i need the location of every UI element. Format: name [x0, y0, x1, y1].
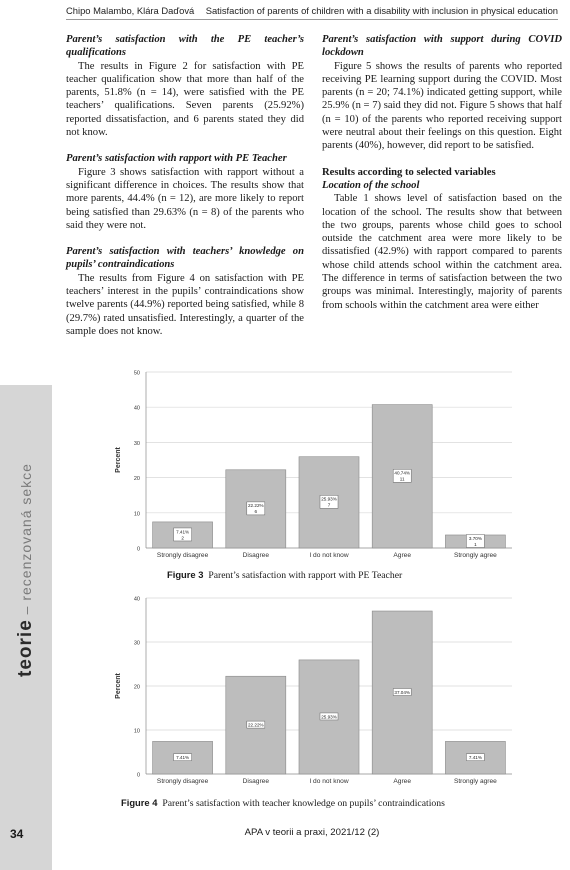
x-tick-label: Agree	[393, 778, 412, 785]
y-axis-label: Percent	[115, 447, 122, 473]
data-label: 7.41%	[176, 529, 190, 535]
sidebar-label	[15, 463, 37, 677]
data-label-count: 1	[474, 541, 477, 547]
paragraph-qualifications: The results in Figure 2 for satisfaction with PE teacher qualification show that more than half of the parents, 51.8% (n = 14), were satisfied with the PE teachers’ qualifications. Seven parents (25.92%) reported dissatisfaction, and 6 parents stated they did not know.	[66, 60, 304, 139]
section-heading-covid: Parent’s satisfaction with support during COVID lockdown	[322, 34, 562, 59]
page-number: 34	[10, 827, 24, 841]
section-heading-contraindications: Parent’s satisfaction with teachers’ knowledge on pupils’ contraindications	[66, 246, 304, 271]
y-tick-label: 30	[133, 640, 140, 647]
sidebar-label-dash: –	[18, 600, 34, 620]
sidebar-label-light: recenzovaná sekce	[18, 463, 34, 601]
data-label: 25.93%	[321, 714, 337, 720]
paragraph-location: Table 1 shows level of satisfaction based on the location of the school. The results show that between the two groups, parents whose child goes to school outside the catchment area were more likely to be dissatisfied (42.9%) with rapport compared to parents whose child attends school within the catchment area. The difference in terms of satisfaction between the two groups was minimal. Interestingly, majority of parents from schools within the catchment area were either	[322, 193, 562, 311]
data-label: 7.41%	[468, 754, 482, 760]
y-tick-label: 30	[133, 440, 140, 447]
paragraph-covid: Figure 5 shows the results of parents who reported receiving PE learning support during the COVID. Most parents (n = 20; 74.1%) indicated getting support, while 25.9% (n = 7) said they did not. Figure 5 shows that half (n = 10) of the parents who reported receiving support were neutral about their feelings on this question. Eight parents (40%), however, did report to be satisfied.	[322, 60, 562, 152]
section-heading-results: Results according to selected variables	[322, 166, 496, 178]
figure-4-svg	[100, 588, 530, 796]
y-tick-label: 10	[133, 728, 140, 735]
x-tick-label: Strongly disagree	[156, 778, 209, 785]
data-label: 25.93%	[321, 496, 337, 502]
footer-journal: APA v teorii a praxi, 2021/12 (2)	[244, 827, 380, 838]
figure-4-caption	[121, 797, 445, 809]
data-label: 22.22%	[248, 503, 264, 509]
data-label: 40.74%	[394, 470, 410, 476]
y-tick-label: 50	[133, 370, 140, 377]
data-label: 22.22%	[248, 722, 264, 728]
section-heading-qualifications: Parent’s satisfaction with the PE teacher’s qualifications	[66, 34, 304, 59]
paragraph-rapport: Figure 3 shows satisfaction with rapport without a significant difference in choices. The results show that more parents, 44.4% (n = 12), are more likely to report being satisfied than 29.63% (n = 8) of the parents who said they were not.	[66, 166, 304, 231]
header-running-title: Satisfaction of parents of children with a disability with inclusion in physical education	[205, 5, 558, 16]
page-header	[66, 5, 558, 20]
figure-3-caption	[167, 569, 402, 581]
x-tick-label: Strongly agree	[453, 552, 497, 559]
data-label: 3.70%	[468, 535, 482, 541]
left-column	[66, 33, 304, 338]
data-label-count: 11	[399, 476, 405, 482]
x-tick-label: Strongly agree	[453, 778, 497, 785]
x-tick-label: Strongly disagree	[156, 552, 209, 559]
figure-4-number: Figure 4	[121, 797, 158, 808]
y-tick-label: 40	[133, 596, 140, 603]
data-label-count: 2	[181, 535, 184, 541]
x-tick-label: I do not know	[309, 552, 349, 559]
sidebar-label-strong: teorie	[15, 619, 36, 677]
x-tick-label: Agree	[393, 552, 412, 559]
data-label: 37.04%	[394, 689, 410, 695]
y-axis-label: Percent	[115, 673, 122, 699]
y-tick-label: 0	[136, 772, 140, 779]
figure-3-number: Figure 3	[167, 569, 204, 580]
header-authors: Chipo Malambo, Klára Daďová	[66, 5, 195, 16]
figure-3-chart	[100, 362, 530, 570]
figure-4-chart	[100, 588, 530, 796]
subsection-heading-location: Location of the school	[322, 179, 420, 191]
data-label-count: 6	[254, 509, 258, 515]
y-tick-label: 0	[136, 546, 140, 553]
y-tick-label: 40	[133, 405, 140, 412]
figure-3-caption-text: Parent’s satisfaction with rapport with PE Teacher	[208, 570, 403, 581]
y-tick-label: 20	[133, 476, 140, 483]
y-tick-label: 10	[133, 511, 140, 518]
x-tick-label: Disagree	[242, 552, 269, 559]
data-label-count: 7	[327, 502, 331, 508]
right-column	[322, 33, 562, 312]
section-heading-rapport: Parent’s satisfaction with rapport with PE Teacher	[66, 153, 287, 165]
paragraph-contraindications: The results from Figure 4 on satisfaction with PE teachers’ interest in the pupils’ contraindications show twelve parents (44.9%) reported being satisfied, while 8 (29.7%) rated unsatisfied. Interestingly, a quarter of the sample does not know.	[66, 272, 304, 337]
y-tick-label: 20	[133, 684, 140, 691]
x-tick-label: Disagree	[242, 778, 269, 785]
data-label: 7.41%	[176, 754, 190, 760]
figure-4-caption-text: Parent’s satisfaction with teacher knowledge on pupils’ contraindications	[162, 798, 445, 809]
x-tick-label: I do not know	[309, 778, 349, 785]
figure-3-svg	[100, 362, 530, 570]
